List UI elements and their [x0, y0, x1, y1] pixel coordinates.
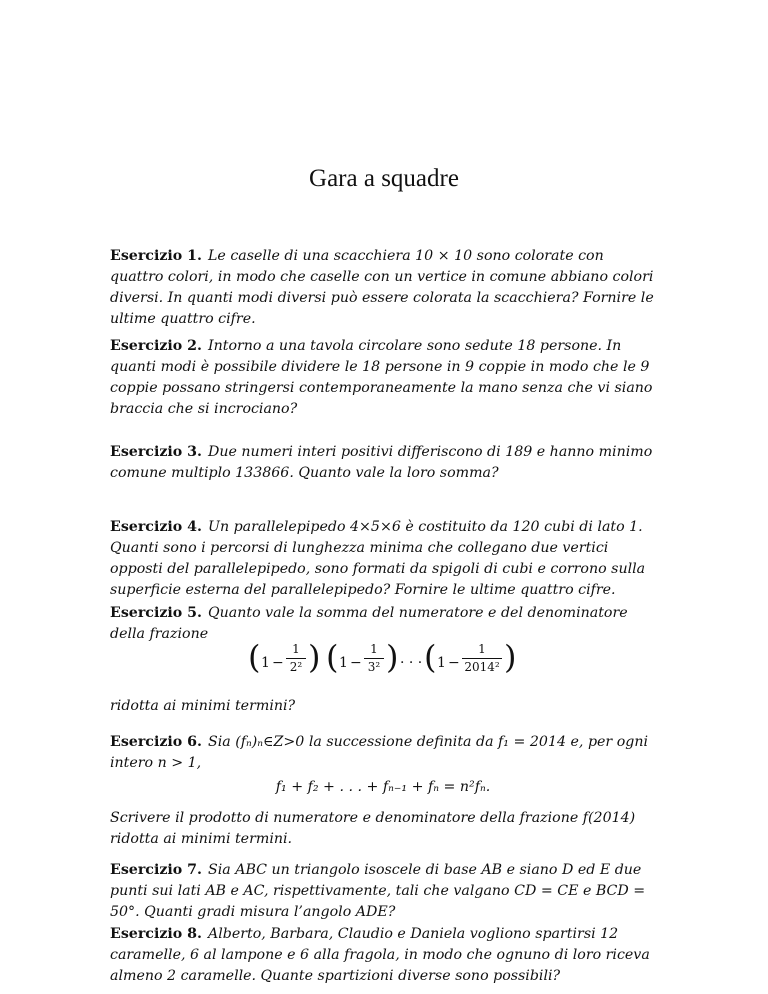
exercise-2 — [110, 336, 656, 420]
exercise-6-after: Scrivere il prodotto di numeratore e denominatore della frazione f(2014) ridotta ai minimi termini. — [110, 810, 636, 847]
exercise-4 — [110, 517, 656, 601]
minus: − — [448, 655, 460, 671]
left-paren: ( — [326, 638, 339, 676]
ellipsis: · · · — [400, 655, 423, 671]
right-paren: ) — [386, 638, 399, 676]
exercise-8 — [110, 924, 656, 987]
exercise-label: Esercizio 7. — [110, 862, 202, 878]
page-title: Gara a squadre — [309, 165, 459, 192]
exercise-label: Esercizio 4. — [110, 519, 202, 535]
exercise-text: Sia ABC un triangolo isoscele di base AB e siano D ed E due punti sui lati AB e AC, rispettivamente, tali che valgano CD = CE e BCD = 50°. Quanti gradi misura l’angolo ADE? — [110, 862, 646, 920]
exercise-text: Le caselle di una scacchiera 10 × 10 sono colorate con quattro colori, in modo che caselle con un vertice in comune abbiano colori diversi. In quanti modi diversi può essere colorata la scacchiera? Fornire le ultime quattro cifre. — [110, 248, 654, 327]
recurrence-formula: f₁ + f₂ + . . . + fₙ₋₁ + fₙ = n²fₙ. — [275, 779, 491, 795]
one: 1 — [339, 655, 348, 671]
fraction-first: 1 2² — [286, 642, 306, 674]
exercise-label: Esercizio 3. — [110, 444, 202, 460]
exercise-7 — [110, 860, 656, 923]
exercise-text: Sia (fₙ)ₙ∈Z>0 la successione definita da f₁ = 2014 e, per ogni intero n > 1, — [110, 734, 649, 771]
product-formula — [248, 638, 548, 686]
right-paren: ) — [308, 638, 321, 676]
minus: − — [350, 655, 362, 671]
exercise-label: Esercizio 1. — [110, 248, 202, 264]
left-paren: ( — [248, 638, 261, 676]
right-paren: ) — [504, 638, 517, 676]
exercise-5-after: ridotta ai minimi termini? — [110, 698, 296, 714]
left-paren: ( — [424, 638, 437, 676]
exercise-text: Due numeri interi positivi differiscono di 189 e hanno minimo comune multiplo 133866. Quanto vale la loro somma? — [110, 444, 653, 481]
fraction-last: 1 2014² — [462, 642, 502, 674]
one: 1 — [437, 655, 446, 671]
exercise-5 — [110, 603, 656, 645]
exercise-text: Quanto vale la somma del numeratore e del denominatore della frazione — [110, 605, 628, 642]
exercise-1 — [110, 246, 656, 330]
exercise-text: Un parallelepipedo 4×5×6 è costituito da 120 cubi di lato 1. Quanti sono i percorsi di lunghezza minima che collegano due vertici opposti del parallelepipedo, sono formati da spigoli di cubi e corrono sulla superficie esterna del parallelepipedo? Fornire le ultime quattro cifre. — [110, 519, 646, 598]
exercise-text: Alberto, Barbara, Claudio e Daniela vogliono spartirsi 12 caramelle, 6 al lampone e 6 alla fragola, in modo che ognuno di loro riceva almeno 2 caramelle. Quante spartizioni diverse sono possibili? — [110, 926, 650, 984]
one: 1 — [261, 655, 270, 671]
fraction-second: 1 3² — [364, 642, 384, 674]
exercise-text: Intorno a una tavola circolare sono sedute 18 persone. In quanti modi è possibile dividere le 18 persone in 9 coppie in modo che le 9 coppie possano stringersi contemporaneamente la mano senza che vi siano braccia che si incrociano? — [110, 338, 653, 417]
exercise-label: Esercizio 2. — [110, 338, 202, 354]
exercise-label: Esercizio 8. — [110, 926, 202, 942]
exercise-label: Esercizio 6. — [110, 734, 202, 750]
exercise-label: Esercizio 5. — [110, 605, 202, 621]
minus: − — [272, 655, 284, 671]
exercise-6 — [110, 732, 656, 774]
exercise-3 — [110, 442, 656, 484]
